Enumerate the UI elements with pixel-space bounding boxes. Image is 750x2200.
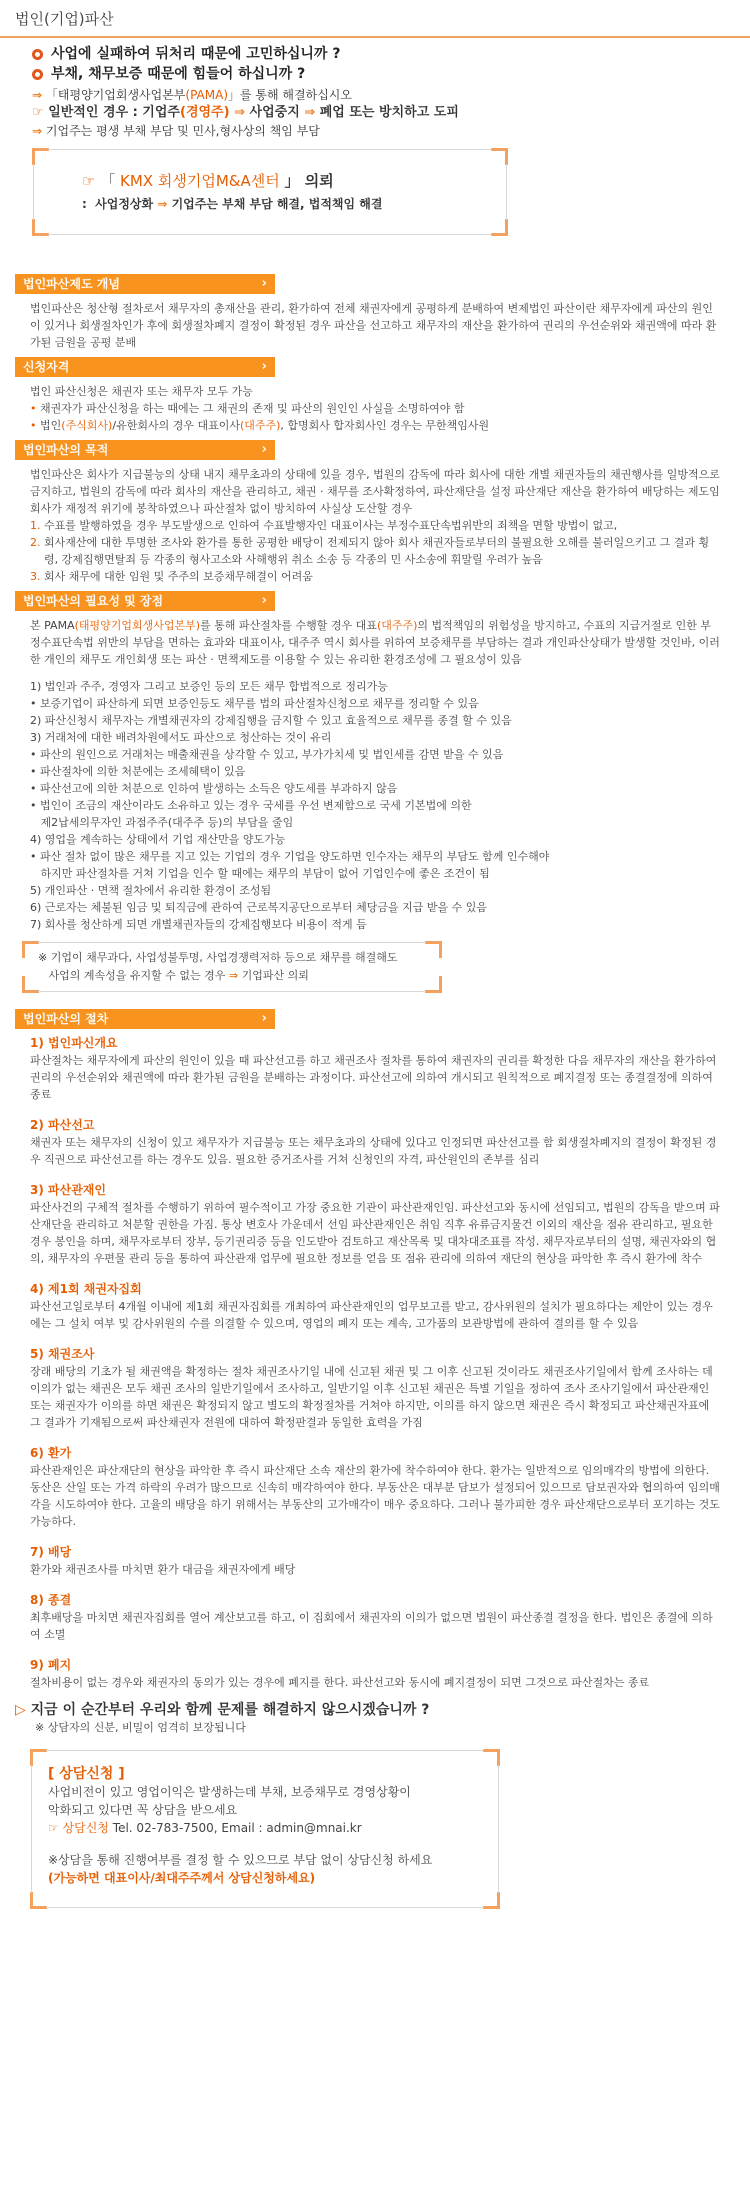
list-item: 7) 회사를 청산하게 되면 개별채권자들의 강제집행보다 비용이 적게 듬: [30, 918, 367, 931]
pointing-hand-icon: ☞: [48, 1821, 59, 1835]
list-item: 2) 파산신청시 채무자는 개별채권자의 강제집행을 금지할 수 있고 효율적으로 채무를 종결 할 수 있음: [30, 714, 512, 727]
section-body-procedure: [0, 1035, 750, 1691]
chevron-right-icon: ›: [261, 593, 267, 608]
list-item: 3) 거래처에 대한 배려차원에서도 파산으로 청산하는 것이 유리: [30, 731, 332, 744]
chevron-right-icon: ›: [261, 276, 267, 291]
arrow-icon: ⇒: [157, 197, 168, 211]
intro-line-1: ⇒ 「태평양기업회생사업본부(PAMA)」를 통해 해결하십시오: [32, 88, 352, 102]
list-item: • 파산의 원인으로 거래처는 매출채권을 상각할 수 있고, 부가가치세 및 법인세를 감면 받을 수 있음: [30, 748, 504, 761]
question-2: 부채, 채무보증 때문에 힘들어 하십니까 ?: [32, 64, 720, 84]
cta-line: ▷ 지금 이 순간부터 우리와 함께 문제를 해결하지 않으시겠습니까 ?: [15, 1702, 430, 1718]
section-body-purpose: 법인파산은 회사가 지급불능의 상태 내지 채무초과의 상태에 있을 경우, 법원의 감독에 따라 회사에 대한 개별 채권자들의 채권행사를 일방적으로 금지하고, 법원의 감독에 따라 회사의 재산을 관리하고, 채권 · 채무를 조사확정하여, 파산재단을 설정 파산재단 재산을 환가하여 배당하는 제도임 회사가 재정적 위기에 봉착하였으나 파산절차 없이 방치하여 사실상 도산할 경우 1. 수표를 발행하였을 경우 부도발생으로 인하여 수표발행자인 대표이사는 부정수표단속법위반의 죄책을 면할 방법이 없고, 2. 회사재산에 대한 투명한 조사와 환가를 통한 공평한 배당이 전제되지 않아 회사 채권자들로부터의 불필요한 오해를 불러일으키고 그 결과 횡령, 강제집행면탈죄 등 각종의 형사고소와 사해행위 취소 소송 등 각종의 민 사소송에 휘말릴 우려가 높음 3. 회사 채무에 대한 임원 및 주주의 보증채무해결이 어려움: [30, 468, 720, 583]
ring-bullet-icon: [32, 49, 43, 60]
page-title: 법인(기업)파산: [15, 9, 114, 28]
arrow-icon: ⇒: [234, 105, 245, 120]
list-item: 1) 법인과 주주, 경영자 그리고 보증인 등의 모든 채무 합법적으로 정리가능: [30, 680, 388, 693]
note-box: ※ 기업이 채무과다, 사업성불투명, 사업경쟁력저하 등으로 채무를 해결해도 사업의 계속성을 유지할 수 없는 경우 ⇒ 기업파산 의뢰: [22, 941, 442, 993]
arrow-icon: ⇒: [228, 969, 239, 982]
step-heading: 6) 환가: [30, 1446, 72, 1460]
step-text: 절차비용이 없는 경우와 채권자의 동의가 있는 경우에 폐지를 한다. 파산선고와 동시에 폐지결정이 되면 그것으로 파산절차는 종료: [30, 1676, 650, 1689]
list-item: • 법인이 조금의 재산이라도 소유하고 있는 경우 국세를 우선 변제함으로 국세 기본법에 의한: [30, 799, 472, 812]
intro-line-3: ⇒ 기업주는 평생 부채 부담 및 민사,형사상의 책임 부담: [32, 124, 320, 138]
step-heading: 7) 배당: [30, 1545, 72, 1559]
list-item: 하지만 파산절차를 거쳐 기업을 인수 할 때에는 채무의 부담이 없어 기업인수에 좋은 조건이 됨: [30, 867, 490, 880]
step-text: 파산사건의 구체적 절차를 수행하기 위하여 필수적이고 가장 중요한 기관이 파산관재인임. 파산선고와 동시에 선임되고, 법원의 감독을 받으며 파산재단을 관리하고 처분할 권한을 가짐. 통상 변호사 가운데서 선임 파산관재인은 취임 직후 유류금지물건 이외의 재산을 점유 관리하고, 필요한 경우 봉인을 하며, 채무자로부터 장부, 등기권리증 등을 인도받아 검토하고 재산목록 및 대차대조표를 작성. 채무자로부터의 설명, 채권자와의 협의, 채무자의 우편물 관리 등을 통하여 파산관재 업무에 필요한 정보를 얻음 또 점유 관리에 의하여 재단의 현상을 파악한 후 즉시 환가에 착수: [30, 1201, 720, 1265]
step-heading: 8) 종결: [30, 1593, 72, 1607]
step-text: 장래 배당의 기초가 될 채권액을 확정하는 절차 채권조사기일 내에 신고된 채권 및 그 이후 신고된 것이라도 채권조사기일에서 함께 조사하는 데 이의가 없는 채권은 모두 채권 조사의 일반기일에서 조사하고, 일반기일 이후 신고된 채권은 특별 기일을 정하여 조사 조사기일에서 파산관재인 또는 채권자가 이의를 하면 채권은 확정되지 않고 별도의 확정절차를 거쳐야 하지만, 이의를 하지 않으면 채권은 즉시 확정되고 파산채권자표에 그 결과가 기재됨으로써 파산채권자 전원에 대하여 확정판결과 동일한 효력을 가짐: [30, 1365, 713, 1429]
step-heading: 9) 폐지: [30, 1658, 72, 1672]
step-text: 파산절차는 채무자에게 파산의 원인이 있을 때 파산선고를 하고 채권조사 절차를 통하여 채권자의 권리를 확정한 다음 채무자의 재산을 환가하여 권리의 우선순위와 채권액에 따라 환가된 금원을 분배하는 과정이다. 파산선고에 의하여 개시되고 원칙적으로 폐지결정 또는 종결결정에 의하여 종료: [30, 1054, 717, 1101]
arrow-icon: ⇒: [304, 105, 316, 120]
section-header-eligibility: 신청자격 ›: [15, 357, 275, 377]
pointing-hand-icon: ☞: [32, 105, 44, 120]
list-item: • 파산 절차 없이 많은 채무를 지고 있는 기업의 경우 기업을 양도하면 인수자는 채무의 부담도 함께 인수해야: [30, 850, 550, 863]
intro-block: [0, 38, 750, 236]
chevron-right-icon: ›: [261, 359, 267, 374]
play-triangle-icon: ▷: [15, 1702, 26, 1718]
section-header-necessity: 법인파산의 필요성 및 장점 ›: [15, 591, 275, 611]
list-item: 6) 근로자는 체불된 임금 및 퇴직금에 관하여 근로복지공단으로부터 체당금을 지급 받을 수 있음: [30, 901, 488, 914]
question-1: 사업에 실패하여 뒤처리 때문에 고민하십니까 ?: [32, 44, 720, 64]
ring-bullet-icon: [32, 69, 43, 80]
step-heading: 5) 채권조사: [30, 1347, 95, 1361]
consult-box: [ 상담신청 ] 사업비전이 있고 영업이익은 발생하는데 부채, 보증채무로 경영상황이 악화되고 있다면 꼭 상담을 받으세요 ☞ 상담신청 Tel. 02-783-7500, Email : admin@mnai.kr ※상담을 통해 진행여부를 결정 할 수 있으므로 부담 없이 상담신청 하세요 (가능하면 대표이사/최대주주께서 상담신청하세요): [30, 1749, 500, 1909]
consult-contact[interactable]: ☞ 상담신청 Tel. 02-783-7500, Email : admin@mnai.kr: [48, 1821, 362, 1835]
list-item: • 파산선고에 의한 처분으로 인하여 발생하는 소득은 양도세를 부과하지 않음: [30, 782, 398, 795]
step-text: 파산관재인은 파산재단의 현상을 파악한 후 즉시 파산재단 소속 재산의 환가에 착수하여야 한다. 환가는 일반적으로 임의매각의 방법에 의한다. 동산은 산일 또는 가격 하락의 우려가 많으므로 신속히 매각하여야 한다. 부동산은 대부분 담보가 설정되어 있으므로 담보권자와 협의하여 임의매각을 시도하여야 한다. 고율의 배당을 하기 위해서는 부동산의 고가매각이 매우 중요하다. 그러나 불가피한 경우 파산재단으로부터 포기하는 것도 가능하다.: [30, 1464, 720, 1528]
section-header-procedure: 법인파산의 절차 ›: [15, 1009, 275, 1029]
step-text: 최후배당을 마치면 채권자집회를 열어 계산보고를 하고, 이 집회에서 채권자의 이의가 없으면 법원이 파산종결 결정을 한다. 법인은 종결에 의하여 소멸: [30, 1611, 713, 1641]
list-item: • 보증기업이 파산하게 되면 보증인등도 채무를 법의 파산절차신청으로 채무를 정리할 수 있음: [30, 697, 479, 710]
chevron-right-icon: ›: [261, 1011, 267, 1026]
step-heading: 4) 제1회 채권자집회: [30, 1282, 142, 1296]
pointing-hand-icon: ☞: [82, 172, 96, 190]
intro-line-2: ☞ 일반적인 경우 : 기업주(경영주) ⇒ 사업중지 ⇒ 폐업 또는 방치하고 도피: [32, 105, 459, 120]
section-header-purpose: 법인파산의 목적 ›: [15, 440, 275, 460]
kmx-title: ☞ 「 KMX 회생기업M&A센터 」 의뢰: [82, 172, 334, 190]
list-item: 4) 영업을 계속하는 상태에서 기업 재산만을 양도가능: [30, 833, 286, 846]
step-heading: 1) 법인파신개요: [30, 1036, 118, 1050]
list-item: 5) 개인파산 · 면책 절차에서 유리한 환경이 조성됨: [30, 884, 272, 897]
step-heading: 2) 파산선고: [30, 1118, 95, 1132]
consult-title: [ 상담신청 ]: [48, 1766, 125, 1782]
cta-subtext: ※ 상담자의 신분, 비밀이 엄격히 보장됩니다: [35, 1721, 246, 1734]
chevron-right-icon: ›: [261, 442, 267, 457]
section-body-concept: 법인파산은 청산형 절차로서 채무자의 총재산을 관리, 환가하여 전체 채권자에게 공평하게 분배하여 변제법인 파산이란 채무자에게 파산의 원인이 있거나 회생절차인가 후에 회생절차폐지 결정이 확정된 경우 파산을 선고하고 채무자의 재산을 환가하여 권리의 우선순위와 채권액에 따라 환가된 금원을 공평 분배: [30, 302, 717, 349]
arrow-icon: ⇒: [32, 88, 43, 102]
section-body-eligibility: 법인 파산신청은 채권자 또는 채무자 모두 가능 • 채권자가 파산신청을 하는 때에는 그 채권의 존재 및 파산의 원인인 사실을 소명하여야 함 • 법인(주식회사)/유한회사의 경우 대표이사(대주주), 합명회사 합자회사인 경우는 무한책임사원: [30, 385, 490, 432]
arrow-icon: ⇒: [32, 124, 43, 138]
section-header-concept: 법인파산제도 개념 ›: [15, 274, 275, 294]
kmx-subline: : 사업정상화 ⇒ 기업주는 부채 부담 해결, 법적책임 해결: [82, 197, 383, 211]
step-heading: 3) 파산관재인: [30, 1183, 106, 1197]
list-item: • 파산절차에 의한 처분에는 조세혜택이 있음: [30, 765, 246, 778]
step-text: 환가와 채권조사를 마치면 환가 대금을 채권자에게 배당: [30, 1563, 296, 1576]
step-text: 파산선고일로부터 4개월 이내에 제1회 채권자집회를 개최하여 파산관재인의 업무보고를 받고, 감사위원의 설치가 필요하다는 제안이 있는 경우에는 그 설치 여부 및 감사위원의 수를 의결할 수 있으며, 영업의 폐지 또는 계속, 고가품의 보관방법에 관하여 결의를 할 수 있음: [30, 1300, 713, 1330]
kmx-box: [32, 148, 508, 236]
section-body-necessity: 본 PAMA(태평양기업회생사업본부)를 통해 파산절차를 수행할 경우 대표(대주주)의 법적책임의 위험성을 방지하고, 수표의 지급거절로 인한 부정수표단속법 위반의 부담을 면하는 효과와 대표이사, 대주주 역시 회사를 위하여 보증채무를 부담하는 결과 개인파산상태가 발생할 것인바, 이러한 개인의 채무도 개인회생 또는 파산 · 면책제도를 이용할 수 있는 유리한 환경조성에 그 필요성이 있음 1) 법인과 주주, 경영자 그리고 보증인 등의 모든 채무 합법적으로 정리가능 • 보증기업이 파산하게 되면 보증인등도 채무를 법의 파산절차신청으로 채무를 정리할 수 있음 2) 파산신청시 채무자는 개별채권자의 강제집행을 금지할 수 있고 효율적으로 채무를 종결 할 수 있음 3) 거래처에 대한 배려차원에서도 파산으로 청산하는 것이 유리 • 파산의 원인으로 거래처는 매출채권을 상각할 수 있고, 부가가치세 및 법인세를 감면 받을 수 있음 • 파산절차에 의한 처분에는 조세혜택이 있음 • 파산선고에 의한 처분으로 인하여 발생하는 소득은 양도세를 부과하지 않음 • 법인이 조금의 재산이라도 소유하고 있는 경우 국세를 우선 변제함으로 국세 기본법에 의한 제2납세의무자인 과점주주(대주주 등)의 부담을 줄임 4) 영업을 계속하는 상태에서 기업 재산만을 양도가능 • 파산 절차 없이 많은 채무를 지고 있는 기업의 경우 기업을 양도하면 인수자는 채무의 부담도 함께 인수해야 하지만 파산절차를 거쳐 기업을 인수 할 때에는 채무의 부담이 없어 기업인수에 좋은 조건이 됨 5) 개인파산 · 면책 절차에서 유리한 환경이 조성됨 6) 근로자는 체불된 임금 및 퇴직금에 관하여 근로복지공단으로부터 체당금을 지급 받을 수 있음 7) 회사를 청산하게 되면 개별채권자들의 강제집행보다 비용이 적게 듬: [30, 619, 720, 931]
list-item: 제2납세의무자인 과점주주(대주주 등)의 부담을 줄임: [30, 816, 294, 829]
page-title-bar: [0, 0, 750, 38]
step-text: 채권자 또는 채무자의 신청이 있고 채무자가 지급불능 또는 채무초과의 상태에 있다고 인정되면 파산선고를 함 회생절차폐지의 결정이 확정된 경우 직권으로 파산선고를 하는 경우도 있음. 필요한 증거조사를 거쳐 신청인의 자격, 파산원인의 존부를 심리: [30, 1136, 717, 1166]
